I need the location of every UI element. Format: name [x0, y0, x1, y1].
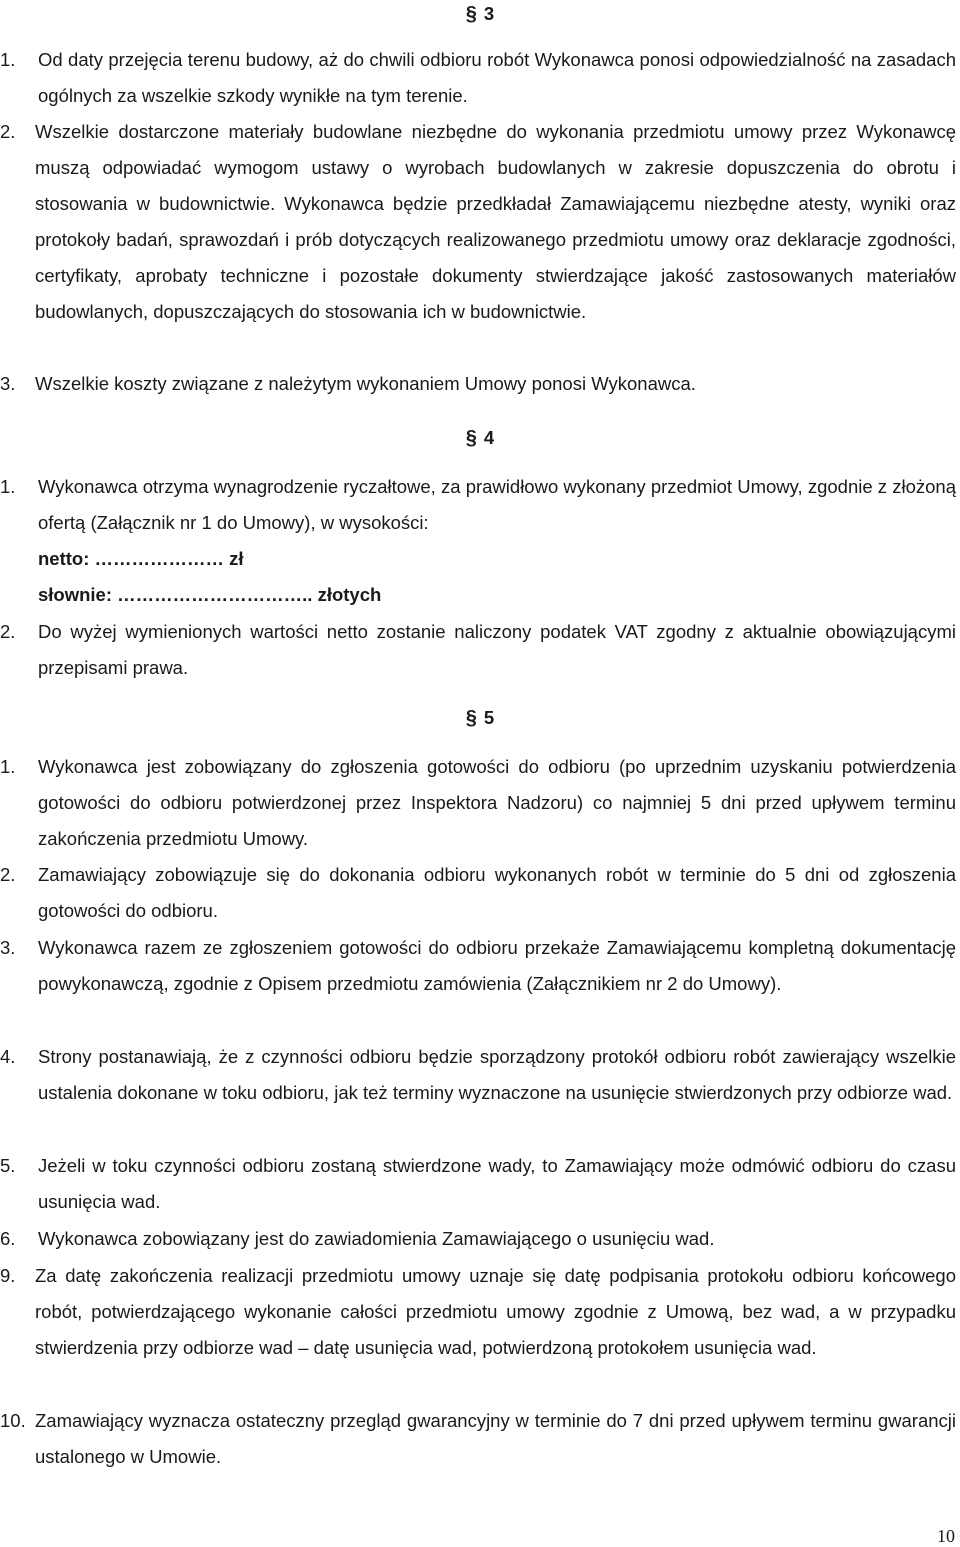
list-item [0, 1258, 956, 1366]
netto-line: netto: ………………… zł [38, 548, 244, 569]
section-mark: § [465, 707, 477, 729]
list-item [0, 469, 956, 541]
item-number: 1. [0, 756, 16, 777]
section-mark: § [465, 427, 477, 449]
list-item [0, 614, 956, 686]
item-text: Wykonawca otrzyma wynagrodzenie ryczałtowe, za prawidłowo wykonany przedmiot Umowy, zgodnie z złożoną ofertą (Załącznik nr 1 do Umowy), w wysokości: [38, 476, 956, 533]
item-text: Zamawiający zobowiązuje się do dokonania odbioru wykonanych robót w terminie do 5 dni od zgłoszenia gotowości do odbioru. [38, 864, 956, 921]
item-text: Do wyżej wymienionych wartości netto zostanie naliczony podatek VAT zgodny z aktualnie obowiązującymi przepisami prawa. [38, 621, 956, 678]
item-number: 5. [0, 1155, 16, 1176]
list-item [0, 1039, 956, 1111]
list-item [0, 1221, 956, 1257]
item-number: 3. [0, 373, 16, 394]
item-text: Od daty przejęcia terenu budowy, aż do chwili odbioru robót Wykonawca ponosi odpowiedzialność na zasadach ogólnych za wszelkie szkody wynikłe na tym terenie. [38, 49, 956, 106]
list-item [0, 857, 956, 929]
item-text: Wykonawca jest zobowiązany do zgłoszenia gotowości do odbioru (po uprzednim uzyskaniu potwierdzenia gotowości do odbioru potwierdzonej przez Inspektora Nadzoru) co najmniej 5 dni przed upływem terminu zakończenia przedmiotu Umowy. [38, 756, 956, 849]
list-item [0, 1148, 956, 1220]
item-number: 2. [0, 121, 16, 142]
section-heading-5 [0, 708, 960, 728]
list-item [0, 42, 956, 114]
list-item [0, 1403, 956, 1475]
section-number: 5 [483, 707, 495, 728]
item-text: Wszelkie koszty związane z należytym wykonaniem Umowy ponosi Wykonawca. [35, 373, 696, 394]
item-number: 4. [0, 1046, 16, 1067]
list-item [0, 114, 956, 330]
slownie-line: słownie: ………………………….. złotych [38, 584, 382, 605]
section-number: 4 [483, 427, 495, 448]
item-number: 9. [0, 1265, 16, 1286]
section-number: 3 [483, 3, 495, 24]
item-number: 2. [0, 864, 16, 885]
section-heading-4 [0, 428, 960, 448]
item-number: 1. [0, 49, 16, 70]
list-item [0, 749, 956, 857]
list-item [0, 366, 956, 402]
page-number: 10 [937, 1526, 955, 1546]
item-text: Wykonawca zobowiązany jest do zawiadomienia Zamawiającego o usunięciu wad. [38, 1228, 715, 1249]
item-number: 6. [0, 1228, 16, 1249]
item-number: 3. [0, 937, 16, 958]
item-number: 10. [0, 1410, 26, 1431]
item-number: 1. [0, 476, 16, 497]
item-number: 2. [0, 621, 16, 642]
item-text: Wykonawca razem ze zgłoszeniem gotowości do odbioru przekaże Zamawiającemu kompletną dokumentację powykonawczą, zgodnie z Opisem przedmiotu zamówienia (Załącznikiem nr 2 do Umowy). [38, 937, 956, 994]
item-text: Za datę zakończenia realizacji przedmiotu umowy uznaje się datę podpisania protokołu odbioru końcowego robót, potwierdzającego wykonanie całości przedmiotu umowy zgodnie z Umową, bez wad, a w przypadku stwierdzenia przy odbiorze wad – datę usunięcia wad, potwierdzoną protokołem usunięcia wad. [35, 1265, 956, 1358]
item-text: Zamawiający wyznacza ostateczny przegląd gwarancyjny w terminie do 7 dni przed upływem terminu gwarancji ustalonego w Umowie. [35, 1410, 956, 1467]
section-mark: § [465, 3, 477, 25]
list-item [0, 930, 956, 1002]
item-text: Jeżeli w toku czynności odbioru zostaną stwierdzone wady, to Zamawiający może odmówić odbioru do czasu usunięcia wad. [38, 1155, 956, 1212]
section-heading-3 [0, 4, 960, 24]
item-text: Strony postanawiają, że z czynności odbioru będzie sporządzony protokół odbioru robót zawierający wszelkie ustalenia dokonane w toku odbioru, jak też terminy wyznaczone na usunięcie stwierdzonych przy odbiorze wad. [38, 1046, 956, 1103]
item-text: Wszelkie dostarczone materiały budowlane niezbędne do wykonania przedmiotu umowy przez Wykonawcę muszą odpowiadać wymogom ustawy o wyrobach budowlanych w zakresie dopuszczenia do obrotu i stosowania w budownictwie. Wykonawca będzie przedkładał Zamawiającemu niezbędne atesty, wyniki oraz protokoły badań, sprawozdań i prób dotyczących realizowanego przedmiotu umowy oraz deklaracje zgodności, certyfikaty, aprobaty techniczne i pozostałe dokumenty stwierdzające jakość zastosowanych materiałów budowlanych, dopuszczających do stosowania ich w budownictwie. [35, 121, 956, 322]
